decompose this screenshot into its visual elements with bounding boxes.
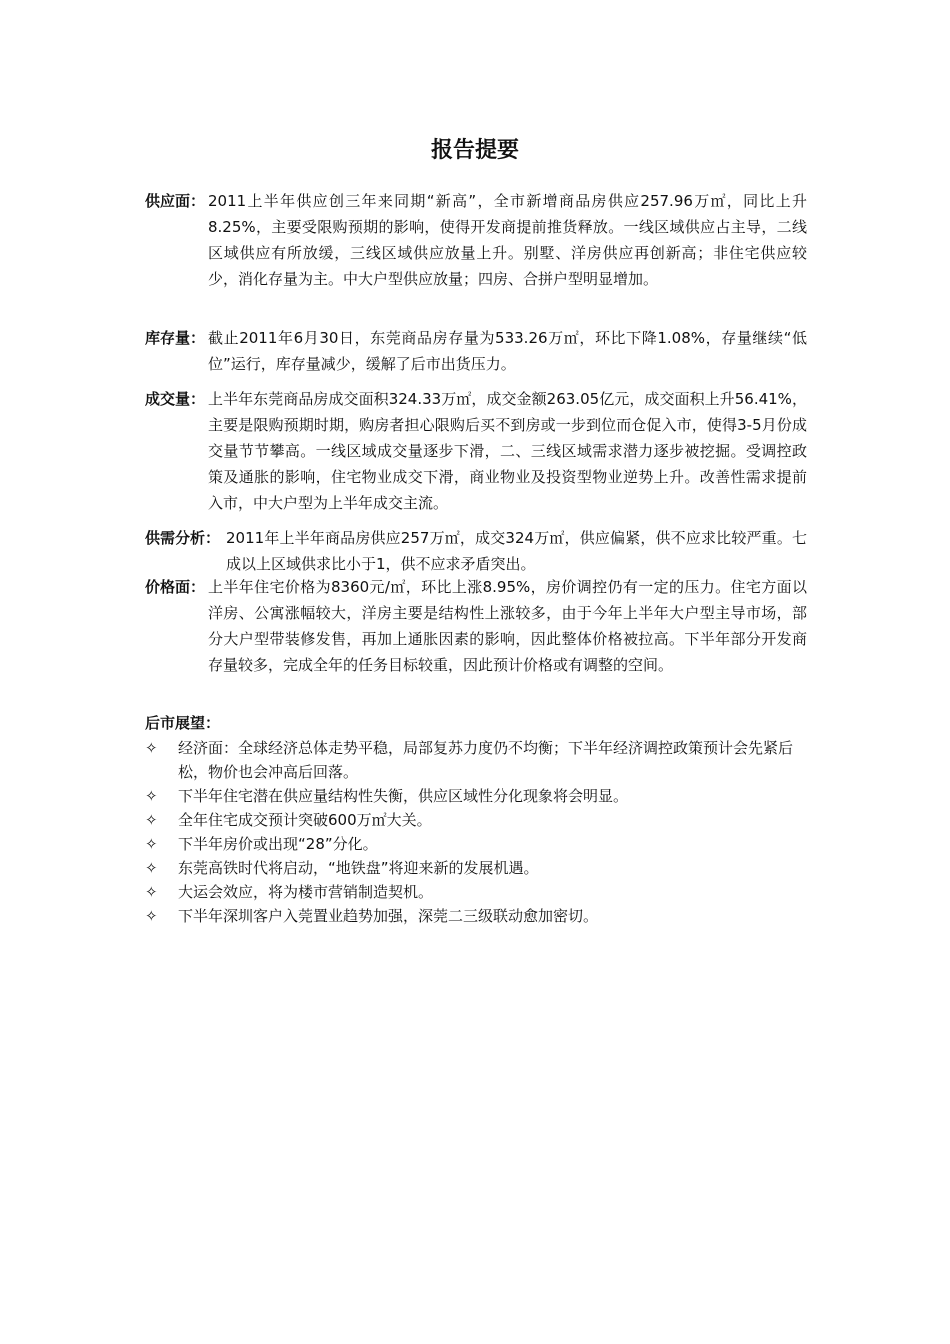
section-label: 供应面：	[145, 192, 206, 210]
list-item-text: 下半年住宅潜在供应量结构性失衡，供应区域性分化现象将会明显。	[178, 787, 629, 805]
outlook-heading: 后市展望：	[145, 714, 221, 732]
list-item	[145, 856, 810, 880]
list-item	[145, 904, 810, 928]
section-transaction	[145, 386, 807, 516]
section-inventory	[145, 325, 807, 377]
bullet-icon: ✧	[145, 883, 158, 901]
section-text: 2011上半年供应创三年来同期“新高”，全市新增商品房供应257.96万㎡，同比上升8.25%，主要受限购预期的影响，使得开发商提前推货释放。一线区域供应占主导，二线区域供应有所放缓，三线区域供应放量上升。别墅、洋房供应再创新高；非住宅供应较少，消化存量为主。中大户型供应放量；四房、合拼户型明显增加。	[208, 192, 807, 288]
bullet-icon: ✧	[145, 739, 158, 757]
list-item	[145, 736, 810, 784]
bullet-icon: ✧	[145, 859, 158, 877]
list-item	[145, 880, 810, 904]
section-label: 价格面：	[145, 578, 206, 596]
section-text: 上半年东莞商品房成交面积324.33万㎡，成交金额263.05亿元，成交面积上升56.41%，主要是限购预期时期，购房者担心限购后买不到房或一步到位而仓促入市，使得3-5月份成交量节节攀高。一线区域成交量逐步下滑，二、三线区域需求潜力逐步被挖掘。受调控政策及通胀的影响，住宅物业成交下滑，商业物业及投资型物业逆势上升。改善性需求提前入市，中大户型为上半年成交主流。	[208, 390, 807, 512]
outlook-list	[145, 736, 810, 928]
section-supply-demand	[145, 525, 807, 577]
list-item	[145, 784, 810, 808]
list-item	[145, 808, 810, 832]
section-text: 2011年上半年商品房供应257万㎡，成交324万㎡，供应偏紧，供不应求比较严重。七成以上区域供求比小于1，供不应求矛盾突出。	[226, 529, 807, 573]
bullet-icon: ✧	[145, 835, 158, 853]
list-item-text: 全年住宅成交预计突破600万㎡大关。	[178, 811, 432, 829]
section-text: 截止2011年6月30日，东莞商品房存量为533.26万㎡，环比下降1.08%，存量继续“低位”运行，库存量减少，缓解了后市出货压力。	[208, 329, 807, 373]
bullet-icon: ✧	[145, 787, 158, 805]
list-item	[145, 832, 810, 856]
bullet-icon: ✧	[145, 907, 158, 925]
section-label: 成交量：	[145, 390, 206, 408]
section-label: 库存量：	[145, 329, 206, 347]
section-label: 供需分析：	[145, 529, 221, 547]
section-text: 上半年住宅价格为8360元/㎡，环比上涨8.95%，房价调控仍有一定的压力。住宅方面以洋房、公寓涨幅较大，洋房主要是结构性上涨较多，由于今年上半年大户型主导市场，部分大户型带装修发售，再加上通胀因素的影响，因此整体价格被拉高。下半年部分开发商存量较多，完成全年的任务目标较重，因此预计价格或有调整的空间。	[208, 578, 807, 674]
bullet-icon: ✧	[145, 811, 158, 829]
section-supply	[145, 188, 807, 292]
list-item-text: 下半年房价或出现“28”分化。	[178, 835, 378, 853]
list-item-text: 大运会效应，将为楼市营销制造契机。	[178, 883, 434, 901]
list-item-text: 下半年深圳客户入莞置业趋势加强，深莞二三级联动愈加密切。	[178, 907, 599, 925]
list-item-text: 东莞高铁时代将启动，“地铁盘”将迎来新的发展机遇。	[178, 859, 539, 877]
section-price	[145, 574, 807, 678]
list-item-text: 经济面：全球经济总体走势平稳，局部复苏力度仍不均衡；下半年经济调控政策预计会先紧后松，物价也会冲高后回落。	[178, 739, 794, 781]
report-title: 报告提要	[430, 137, 519, 163]
